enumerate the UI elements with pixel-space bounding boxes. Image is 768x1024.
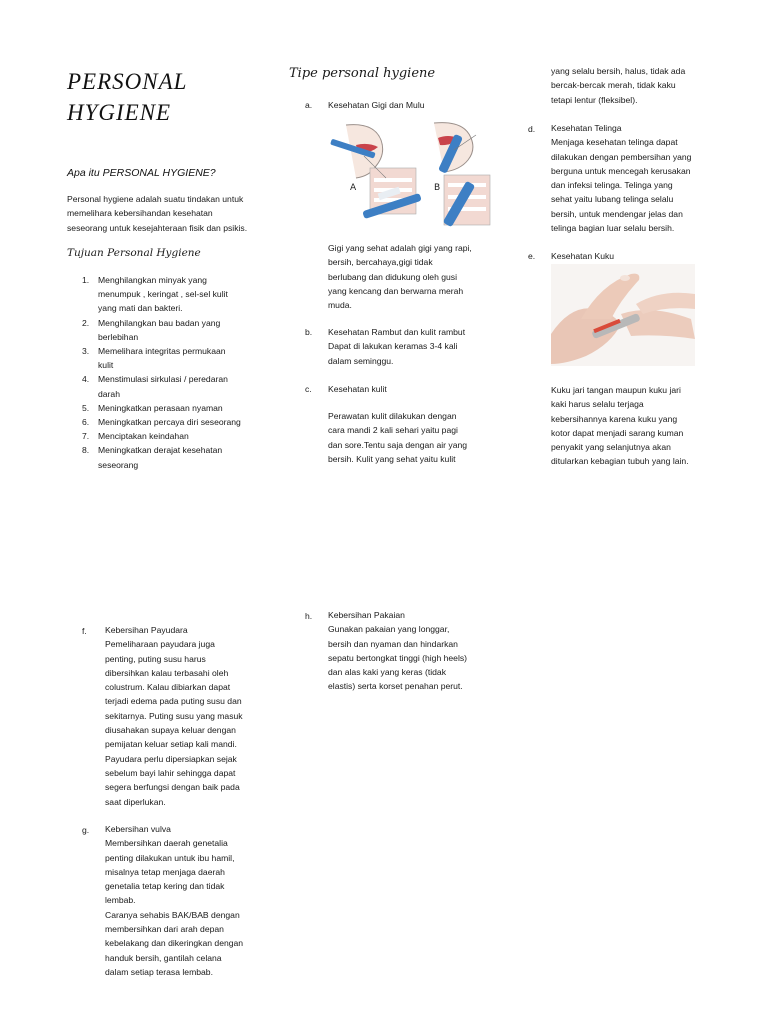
goal-number: 8. <box>82 445 90 456</box>
item-h-text: Kebersihan Pakaian Gunakan pakaian yang longgar, bersih dan nyaman dan hindarkan sepatu bertongkat tinggi (high heels) dan alas kaki yang keras (tidak elastis) serta korset penahan perut. <box>328 610 468 692</box>
goal-item <box>67 344 282 372</box>
item-b-label: b. <box>305 327 313 337</box>
item-d-label: d. <box>528 124 536 134</box>
nail-care-photo-svg <box>551 264 695 366</box>
goal-text: Meningkatkan derajat kesehatan seseorang <box>98 445 223 470</box>
item-a-text: Gigi yang sehat adalah gigi yang rapi, bersih, bercahaya,gigi tidak berlubang dan didukung oleh gusi yang kencang dan berwarna merah muda. <box>328 243 472 311</box>
item-e-text: Kuku jari tangan maupun kuku jari kaki harus selalu terjaga kebersihannya karena kuku yang kotor dapat menjadi sarang kuman penyakit yang selanjutnya akan ditularkan kebagian tubuh yang lain. <box>551 385 689 467</box>
item-a-title: Kesehatan Gigi dan Mulu <box>328 100 425 110</box>
page-title <box>67 66 187 128</box>
goal-number: 2. <box>82 317 90 328</box>
goal-item <box>67 372 282 400</box>
goal-item <box>67 443 282 471</box>
toothbrush-illustration <box>326 120 496 236</box>
goal-text: Meningkatkan percaya diri seseorang <box>98 417 241 428</box>
item-c-label: c. <box>305 384 312 394</box>
types-heading: Tipe personal hygiene <box>289 66 436 81</box>
goal-text: Menghilangkan minyak yang menumpuk , keringat , sel-sel kulit yang mati dan bakteri. <box>98 275 228 314</box>
item-d-text: Kesehatan Telinga Menjaga kesehatan telinga dapat dilakukan dengan pembersihan yang berguna untuk mencegah kerusakan dan infeksi telinga. Telinga yang sehat yaitu lubang telinga selalu bersih, untuk mendengar jelas dan telinga bagian luar selalu bersih. <box>551 123 692 234</box>
goals-heading: Tujuan Personal Hygiene <box>67 247 201 259</box>
goal-number: 1. <box>82 275 90 285</box>
goal-number: 6. <box>82 417 90 428</box>
title-line-2: HYGIENE <box>67 100 172 125</box>
item-f-text: Kebersihan Payudara Pemeliharaan payudara juga penting, puting susu harus dibersihkan kalau terbasahi oleh colustrum. Kalau dibiarkan dapat terjadi edema pada puting susu dan sekitarnya. Puting susu yang masuk diusahakan supaya keluar dengan pemijatan keluar setiap kali mandi. Payudara perlu dipersiapkan sejak sebelum bayi lahir sehingga dapat segera berfungsi dengan baik pada saat diperlukan. <box>105 625 243 807</box>
goal-number: 3. <box>82 346 90 357</box>
image-label-a: A <box>350 183 357 193</box>
item-b-text: Kesehatan Rambut dan kulit rambut Dapat di lakukan keramas 3-4 kali dalam seminggu. <box>328 327 466 366</box>
goals-list <box>67 273 282 472</box>
nail-care-photo <box>551 264 695 366</box>
goal-item <box>67 429 282 443</box>
goal-number: 7. <box>82 431 90 442</box>
goal-item <box>67 273 282 316</box>
item-e-title: Kesehatan Kuku <box>551 251 615 261</box>
image-label-b: B <box>434 183 441 193</box>
toothbrush-illustration-svg <box>326 120 496 236</box>
item-g-text: Kebersihan vulva Membersihkan daerah genetalia penting dilakukan untuk ibu hamil, misalnya tetap menjaga daerah genetalia tetap kering dan tidak lembab. Caranya sehabis BAK/BAB dengan membersihkan dari arah depan kebelakang dan dikeringkan dengan handuk bersih, gantilah celana dalam setiap terasa lembab. <box>105 824 244 977</box>
goal-text: Menciptakan keindahan <box>98 431 189 442</box>
item-c-title: Kesehatan kulit <box>328 384 387 394</box>
goal-item <box>67 415 282 429</box>
goal-text: Memelihara integritas permukaan kulit <box>98 346 226 371</box>
goal-text: Menstimulasi sirkulasi / peredaran darah <box>98 374 228 399</box>
title-line-1: PERSONAL <box>67 69 188 94</box>
definition-text: Personal hygiene adalah suatu tindakan untuk memelihara kebersihandan kesehatan seseorang untuk kesejahteraan fisik dan psikis. <box>67 194 248 233</box>
item-a-label: a. <box>305 100 313 110</box>
item-c-continued: yang selalu bersih, halus, tidak ada bercak-bercak merah, tidak kaku tetapi lentur (fleksibel). <box>551 66 686 105</box>
goal-number: 4. <box>82 374 90 385</box>
item-h-label: h. <box>305 611 313 621</box>
item-g-label: g. <box>82 825 90 835</box>
item-f-label: f. <box>82 626 87 636</box>
goal-item <box>67 401 282 415</box>
goal-text: Meningkatkan perasaan nyaman <box>98 402 223 413</box>
goal-number: 5. <box>82 402 90 413</box>
definition-question: Apa itu PERSONAL HYGIENE? <box>67 167 216 179</box>
goal-text: Menghilangkan bau badan yang berlebihan <box>98 317 221 342</box>
item-e-label: e. <box>528 251 536 261</box>
goal-item <box>67 316 282 344</box>
item-c-text: Perawatan kulit dilakukan dengan cara mandi 2 kali sehari yaitu pagi dan sore.Tentu saja dengan air yang bersih. Kulit yang sehat yaitu kulit <box>328 411 468 464</box>
